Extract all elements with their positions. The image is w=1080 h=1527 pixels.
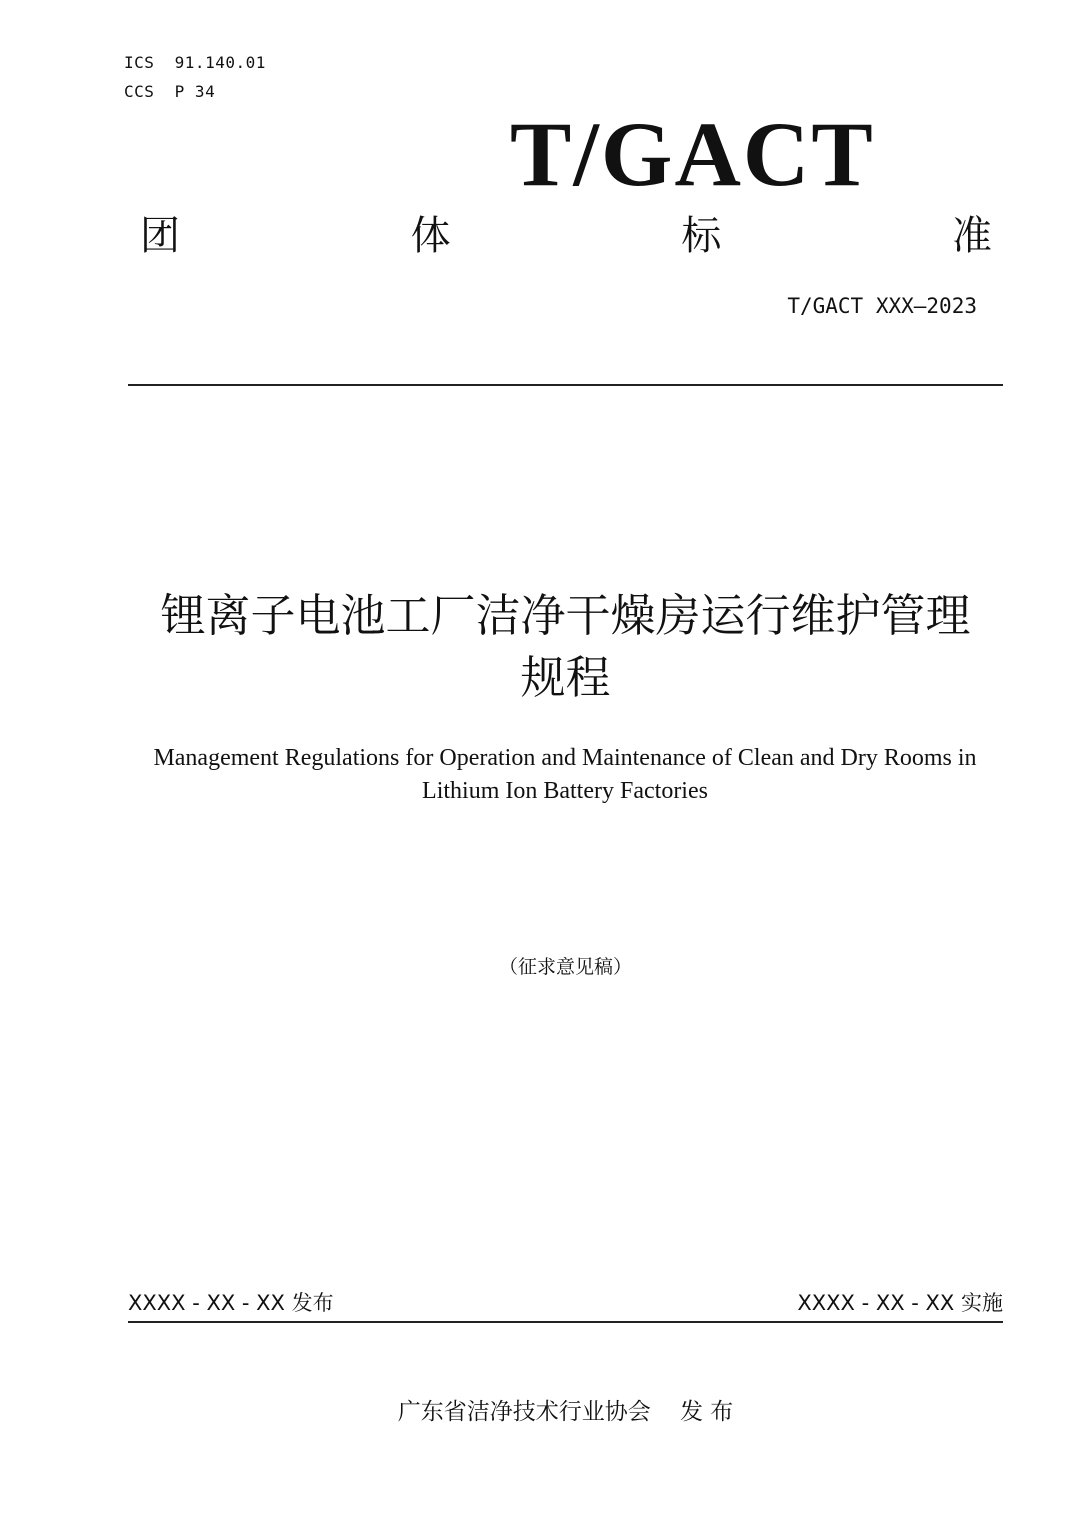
top-divider <box>128 384 1003 386</box>
chinese-title <box>128 585 1003 709</box>
ics-code: ICS 91.140.01 <box>124 53 266 72</box>
english-title-line: Management Regulations for Operation and Maintenance of Clean and Dry Rooms in <box>153 745 977 771</box>
standard-type-char: 体 <box>410 213 451 259</box>
publisher-line: 广东省洁净技术行业协会 发 布 <box>397 1399 734 1425</box>
bottom-divider <box>128 1321 1003 1323</box>
chinese-title-line: 规程 <box>520 651 611 704</box>
standard-type-char: 标 <box>681 213 722 259</box>
standard-type-heading <box>140 210 992 262</box>
standard-number: T/GACT XXX—2023 <box>787 294 977 318</box>
english-title-line: Lithium Ion Battery Factories <box>422 778 708 804</box>
standard-type-char: 团 <box>140 213 180 259</box>
chinese-title-line: 锂离子电池工厂洁净干燥房运行维护管理 <box>160 589 971 642</box>
ccs-code: CCS P 34 <box>124 82 216 101</box>
implement-date: XXXX - XX - XX 实施 <box>797 1291 1003 1315</box>
standard-logo: T/GACT <box>510 103 875 205</box>
draft-status-label: （征求意见稿） <box>498 956 632 978</box>
english-title <box>110 742 1020 808</box>
standard-type-char: 准 <box>951 213 992 259</box>
publish-date: XXXX - XX - XX 发布 <box>128 1291 334 1315</box>
